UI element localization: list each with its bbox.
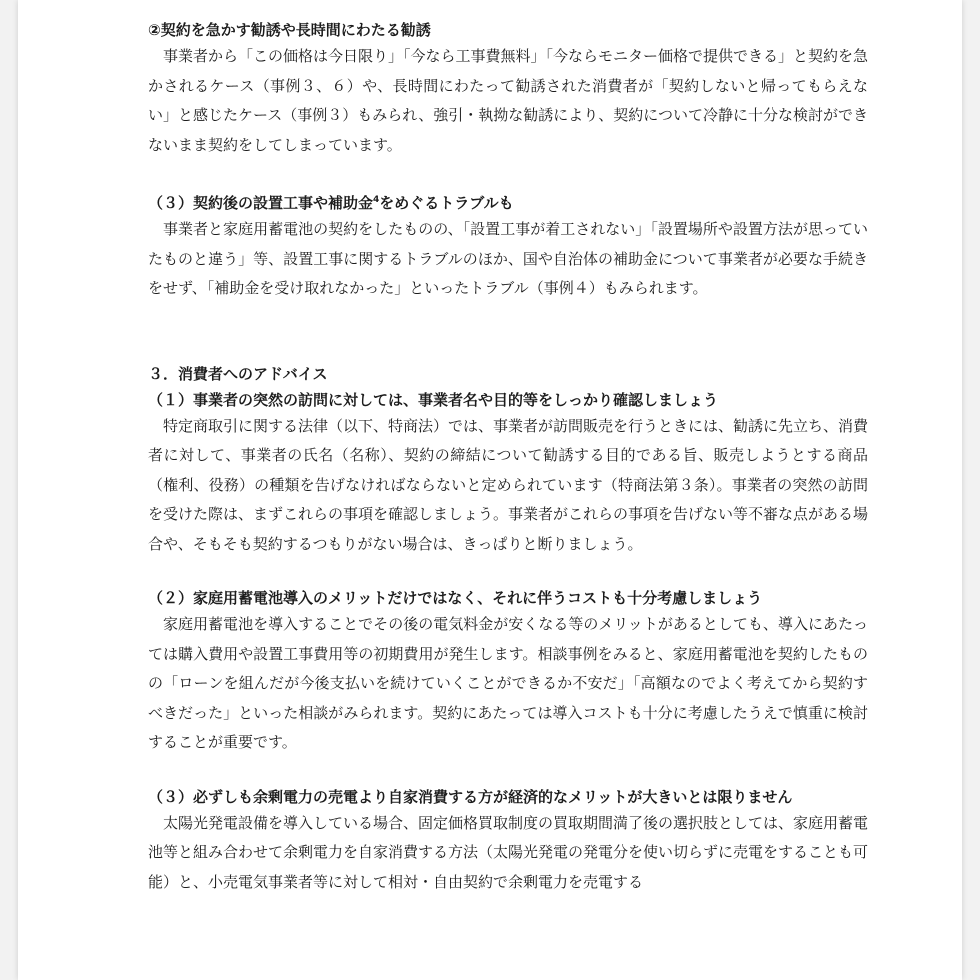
heading-text-part-2: をめぐるトラブルも [379,194,514,212]
paragraph-consider-costs: 家庭用蓄電池を導入することでその後の電気料金が安くなる等のメリットがあるとしても、導入にあたっては購入費用や設置工事費用等の初期費用が発生します。相談事例をみると、家庭用蓄電池を契約したものの「ローンを組んだが今後支払いを続けていくことができるか不安だ」「高額なのでよく考えてから契約すべきだった」といった相談がみられます。契約にあたっては導入コストも十分に考慮したうえで慎重に検討することが重要です。 [148,615,868,751]
section-heading-consumer-advice: ３．消費者へのアドバイス [148,364,328,383]
heading-confirm-visitor: （１）事業者の突然の訪問に対しては、事業者名や目的等をしっかり確認しましょう [148,390,719,409]
document-content [148,18,868,897]
heading-text-part-1: （３）契約後の設置工事や補助金 [148,194,374,212]
document-page [18,0,962,980]
heading-self-consumption: （３）必ずしも余剰電力の売電より自家消費する方が経済的なメリットが大きいとは限りません [148,787,793,806]
heading-pushy-solicitation: ②契約を急かす勧誘や長時間にわたる勧誘 [148,21,431,39]
paragraph-self-consumption: 太陽光発電設備を導入している場合、固定価格買取制度の買取期間満了後の選択肢としては、家庭用蓄電池等と組み合わせて余剰電力を自家消費する方法（太陽光発電の発電分を使い切らずに売電をすることも可能）と、小売電気事業者等に対して相対・自由契約で余剰電力を売電する [148,813,869,891]
paragraph-pushy-solicitation: 事業者から「この価格は今日限り」「今なら工事費無料」「今ならモニター価格で提供できる」と契約を急かされるケース（事例３、６）や、長時間にわたって勧誘された消費者が「契約しないと帰ってもらえない」と感じたケース（事例３）もみられ、強引・執拗な勧誘により、契約について冷静に十分な検討ができないまま契約をしてしまっています。 [148,47,869,154]
heading-installation-subsidy-trouble [148,191,868,215]
paragraph-installation-subsidy-trouble: 事業者と家庭用蓄電池の契約をしたものの、「設置工事が着工されない」「設置場所や設置方法が思っていたものと違う」等、設置工事に関するトラブルのほか、国や自治体の補助金について事業者が必要な手続きをせず、「補助金を受け取れなかった」といったトラブル（事例４）もみられます。 [148,220,868,297]
paragraph-confirm-visitor: 特定商取引に関する法律（以下、特商法）では、事業者が訪問販売を行うときには、勧誘に先立ち、消費者に対して、事業者の氏名（名称）、契約の締結について勧誘する目的である旨、販売しようとする商品（権利、役務）の種類を告げなければならないと定められています（特商法第３条）。事業者の突然の訪問を受けた際は、まずこれらの事項を確認しましょう。事業者がこれらの事項を告げない等不審な点がある場合や、そもそも契約するつもりがない場合は、きっぱりと断りましょう。 [148,416,869,553]
heading-consider-costs: （２）家庭用蓄電池導入のメリットだけではなく、それに伴うコストも十分考慮しましょう [148,589,763,607]
footnote-marker: 4 [373,195,380,205]
